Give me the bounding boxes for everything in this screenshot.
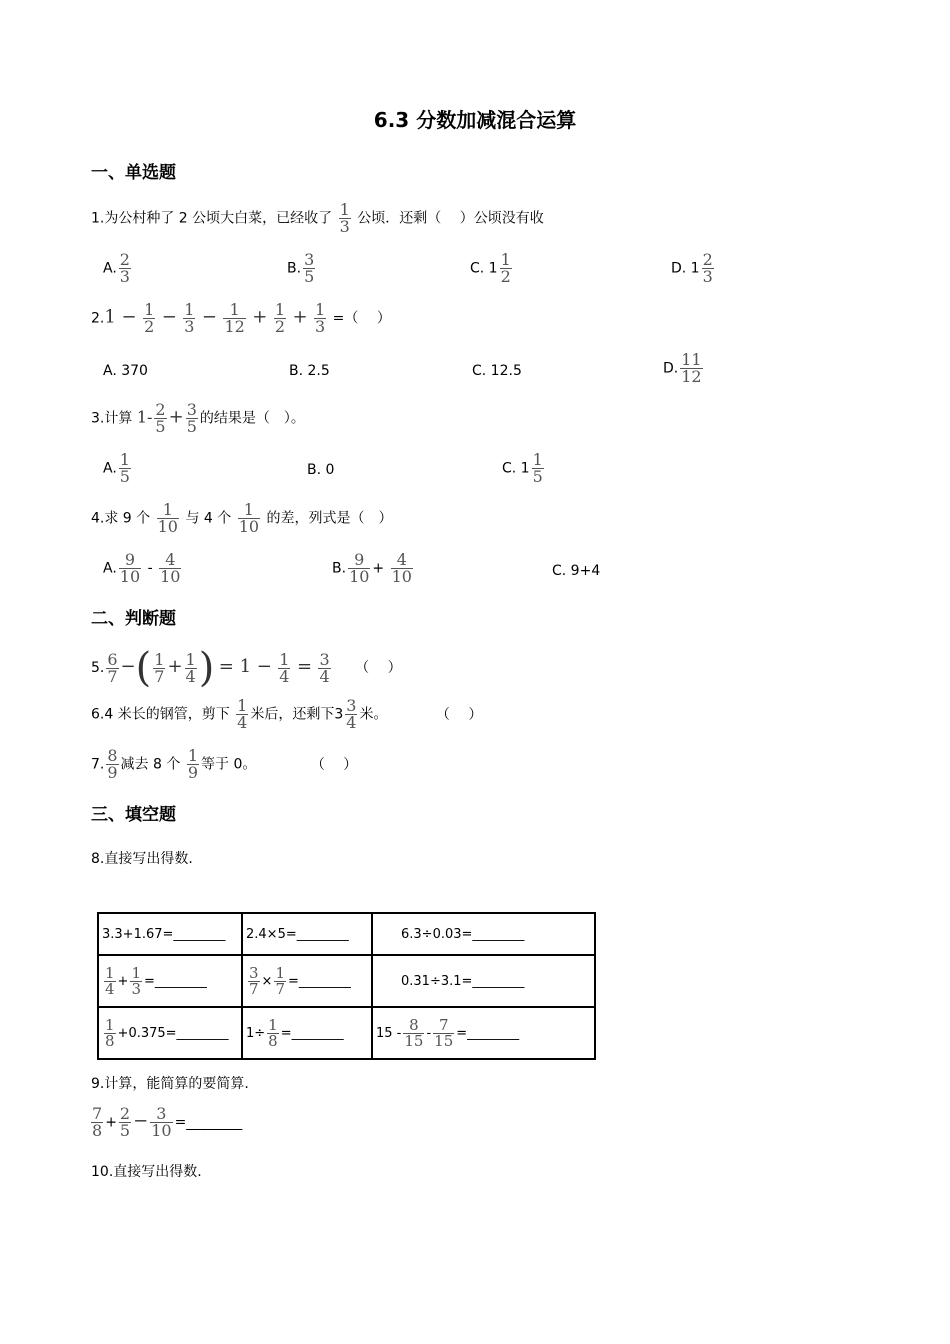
fraction: $\frac{1}{8}$ [268, 1015, 278, 1050]
question-9: 9.计算，能简算的要简算. [91, 1076, 249, 1092]
question-1-text-post: 公顷．还剩（ ）公顷没有收 [357, 210, 544, 227]
fraction: $\frac{1}{10}$ [157, 500, 178, 536]
fraction: $\frac{3}{5}$ [186, 400, 197, 436]
question-8: 8.直接写出得数. [91, 851, 193, 867]
fraction: $\frac{8}{15}$ [404, 1015, 424, 1050]
question-1-fraction: $\frac{1}{3}$ [339, 200, 350, 236]
q1-option-b[interactable]: B. $\frac{3}{5}$ [287, 250, 315, 286]
fraction: $\frac{7}{15}$ [434, 1015, 454, 1050]
option-fraction: $\frac{2}{3}$ [119, 250, 130, 286]
table-cell[interactable]: 15 - $\frac{8}{15}$ - $\frac{7}{15}$ =________ [372, 1007, 595, 1059]
section-heading-true-false: 二、判断题 [91, 609, 176, 629]
q2-option-a[interactable]: A. 370 [103, 363, 148, 379]
option-fraction: $\frac{2}{3}$ [702, 250, 713, 286]
fraction: $\frac{1}{3}$ [315, 300, 326, 336]
fraction: $\frac{3}{7}$ [249, 963, 259, 998]
fraction: $\frac{1}{3}$ [131, 963, 141, 998]
fraction: $\frac{1}{7}$ [154, 649, 165, 686]
fraction: $\frac{1}{12}$ [224, 300, 245, 336]
q2-option-b[interactable]: B. 2.5 [289, 363, 330, 379]
option-fraction: $\frac{3}{5}$ [304, 250, 315, 286]
option-fraction: $\frac{4}{10}$ [391, 550, 412, 586]
option-fraction: $\frac{1}{2}$ [500, 250, 511, 286]
fraction: $\frac{1}{2}$ [274, 300, 285, 336]
table-cell[interactable]: 0.31÷3.1=________ [372, 955, 595, 1007]
fraction: $\frac{1}{3}$ [184, 300, 195, 336]
fraction: $\frac{1}{7}$ [275, 963, 285, 998]
q4-option-a[interactable]: A. $\frac{9}{10}$ - $\frac{4}{10}$ [103, 550, 181, 586]
fraction: $\frac{1}{4}$ [279, 649, 290, 686]
fraction: $\frac{2}{5}$ [155, 400, 166, 436]
q1-option-c[interactable]: C. 1 $\frac{1}{2}$ [470, 250, 511, 286]
calculation-table [97, 912, 596, 1060]
fraction: $\frac{1}{4}$ [237, 696, 248, 732]
fraction: $\frac{1}{10}$ [238, 500, 260, 536]
page-title: 6.3 分数加减混合运算 [373, 108, 577, 132]
q4-option-b[interactable]: B. $\frac{9}{10}$ + $\frac{4}{10}$ [332, 550, 412, 586]
fraction: $\frac{3}{4}$ [319, 649, 330, 686]
answer-blank[interactable]: （ ） [310, 756, 358, 773]
question-2: 2.1 − $\frac{1}{2}$ − $\frac{1}{3}$ − $\frac{1}{12}$ + $\frac{1}{2}$ + $\frac{1}{3}$ =（ ） [91, 300, 391, 336]
table-cell[interactable]: 2.4×5=________ [242, 913, 372, 955]
fraction: $\frac{3}{4}$ [346, 696, 357, 732]
section-heading-fill-in: 三、填空题 [91, 805, 176, 825]
question-5: 5. $\frac{6}{7}$ −( $\frac{1}{7}$ + $\frac{1}{4}$ ) = 1 − $\frac{1}{4}$ = $\frac{3}{4}$ （ ） [91, 645, 402, 691]
table-cell[interactable]: $\frac{3}{7}$ × $\frac{1}{7}$ =________ [242, 955, 372, 1007]
table-row [98, 913, 595, 955]
fraction: $\frac{1}{4}$ [185, 649, 196, 686]
option-fraction: $\frac{11}{12}$ [681, 350, 702, 386]
table-cell[interactable]: 1÷ $\frac{1}{8}$ =________ [242, 1007, 372, 1059]
fraction: $\frac{1}{4}$ [105, 963, 115, 998]
table-cell[interactable]: $\frac{1}{8}$ +0.375=________ [98, 1007, 242, 1059]
q1-option-a[interactable]: A. $\frac{2}{3}$ [103, 250, 130, 286]
table-row [98, 1007, 595, 1059]
question-1-text-pre: 1.为公村种了 2 公顷大白菜，已经收了 [91, 210, 333, 227]
answer-blank[interactable]: （ ） [355, 660, 402, 676]
answer-blank[interactable]: （ ） [435, 706, 483, 723]
section-heading-single-choice: 一、单选题 [91, 163, 176, 183]
fraction: $\frac{6}{7}$ [107, 649, 118, 686]
q2-option-c[interactable]: C. 12.5 [472, 363, 522, 379]
q4-option-c[interactable]: C. 9+4 [552, 563, 601, 579]
question-7: 7. $\frac{8}{9}$ 减去 8 个 $\frac{1}{9}$ 等于 0。 （ ） [91, 746, 358, 782]
option-fraction: $\frac{4}{10}$ [160, 550, 181, 586]
option-fraction: $\frac{9}{10}$ [349, 550, 370, 586]
option-fraction: $\frac{1}{5}$ [119, 450, 130, 486]
q1-option-d[interactable]: D. 1 $\frac{2}{3}$ [671, 250, 713, 286]
table-cell[interactable]: 3.3+1.67=________ [98, 913, 242, 955]
question-10: 10.直接写出得数. [91, 1164, 202, 1180]
question-9-expression[interactable]: $\frac{7}{8}$ + $\frac{2}{5}$ − $\frac{3}{10}$ =________ [92, 1104, 243, 1140]
q3-option-b[interactable]: B. 0 [307, 462, 335, 478]
fraction: $\frac{8}{9}$ [107, 746, 118, 782]
q3-option-c[interactable]: C. 1 $\frac{1}{5}$ [502, 450, 543, 486]
question-4: 4.求 9 个 $\frac{1}{10}$ 与 4 个 $\frac{1}{10}$ 的差，列式是（ ） [91, 500, 393, 536]
question-6: 6.4 米长的钢管，剪下 $\frac{1}{4}$ 米后，还剩下3 $\frac{3}{4}$ 米。 （ ） [91, 696, 483, 732]
fraction: $\frac{1}{2}$ [144, 300, 155, 336]
fraction: $\frac{7}{8}$ [92, 1104, 103, 1140]
q3-option-a[interactable]: A. $\frac{1}{5}$ [103, 450, 130, 486]
question-3: 3.计算 1- $\frac{2}{5}$ + $\frac{3}{5}$ 的结果是（ ）。 [91, 400, 305, 436]
option-fraction: $\frac{9}{10}$ [119, 550, 141, 586]
fraction: $\frac{1}{8}$ [105, 1015, 115, 1050]
fraction: $\frac{3}{10}$ [151, 1104, 172, 1140]
table-cell[interactable]: 6.3÷0.03=________ [372, 913, 595, 955]
table-cell[interactable]: $\frac{1}{4}$ + $\frac{1}{3}$ =________ [98, 955, 242, 1007]
fraction: $\frac{2}{5}$ [119, 1104, 131, 1140]
table-row [98, 955, 595, 1007]
question-1 [91, 202, 544, 235]
q2-option-d[interactable]: D. $\frac{11}{12}$ [663, 350, 702, 386]
option-fraction: $\frac{1}{5}$ [532, 450, 543, 486]
fraction: $\frac{1}{9}$ [187, 746, 198, 782]
